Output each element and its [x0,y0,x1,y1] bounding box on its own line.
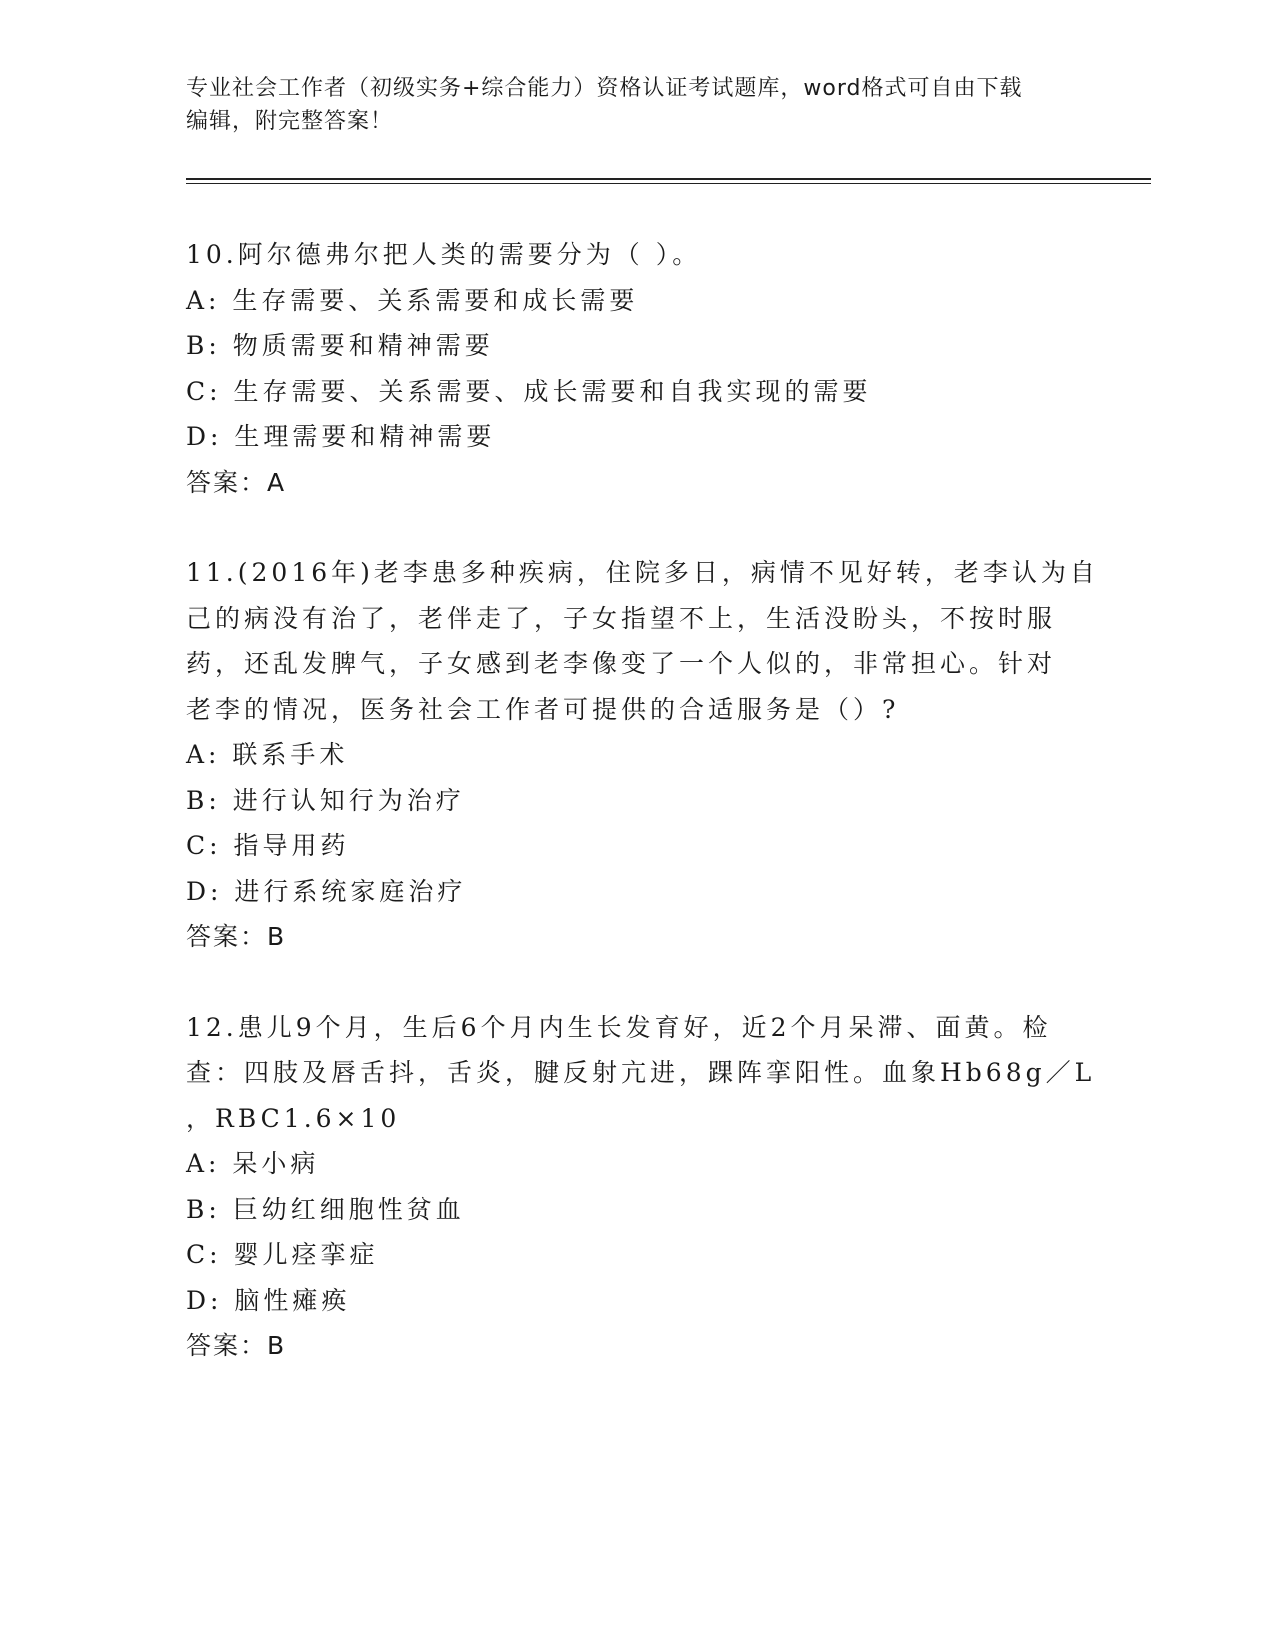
option-c: C: 指导用药 [186,831,350,860]
answer-label: 答案：B [186,922,287,951]
question-stem: 查：四肢及唇舌抖，舌炎，腱反射亢进，踝阵挛阳性。血象Hb68g／L [186,1058,1096,1087]
option-a: A: 呆小病 [186,1149,320,1178]
answer-label: 答案：A [186,467,287,497]
page-header [186,72,1086,138]
question-stem: ，RBC1.6×10 [186,1103,401,1133]
option-b: B: 进行认知行为治疗 [186,785,465,815]
question-10 [186,232,1086,505]
option-c: C: 婴儿痉挛症 [186,1240,379,1269]
question-spacer [186,505,1086,550]
header-line-2: 编辑，附完整答案！ [186,109,394,134]
option-d: D: 进行系统家庭治疗 [186,876,467,906]
header-line-1: 专业社会工作者（初级实务+综合能力）资格认证考试题库，word格式可自由下载 [186,76,1023,101]
header-divider-thin [186,183,1151,184]
question-stem: 12.患儿9个月，生后6个月内生长发育好，近2个月呆滞、面黄。检 [186,1012,1052,1042]
option-d: D: 脑性瘫痪 [186,1285,351,1315]
question-list [186,232,1099,1369]
header-divider-thick [186,178,1151,180]
option-b: B: 巨幼红细胞性贫血 [186,1194,465,1224]
question-stem: 己的病没有治了，老伴走了，子女指望不上，生活没盼头，不按时服 [186,603,1057,633]
question-spacer [186,960,1086,1005]
option-a: A: 联系手术 [186,740,349,769]
option-c: C: 生存需要、关系需要、成长需要和自我实现的需要 [186,376,872,406]
question-stem: 药，还乱发脾气，子女感到老李像变了一个人似的，非常担心。针对 [186,649,1057,678]
question-stem: 老李的情况，医务社会工作者可提供的合适服务是（）? [186,694,900,724]
question-stem: 11.(2016年)老李患多种疾病，住院多日，病情不见好转，老李认为自 [186,558,1099,587]
option-a: A: 生存需要、关系需要和成长需要 [186,285,639,315]
question-12 [186,1005,1096,1369]
option-b: B: 物质需要和精神需要 [186,331,494,360]
question-stem: 10.阿尔德弗尔把人类的需要分为（ ）。 [186,240,702,269]
option-d: D: 生理需要和精神需要 [186,422,496,451]
question-11 [186,550,1099,960]
answer-label: 答案：B [186,1331,287,1360]
